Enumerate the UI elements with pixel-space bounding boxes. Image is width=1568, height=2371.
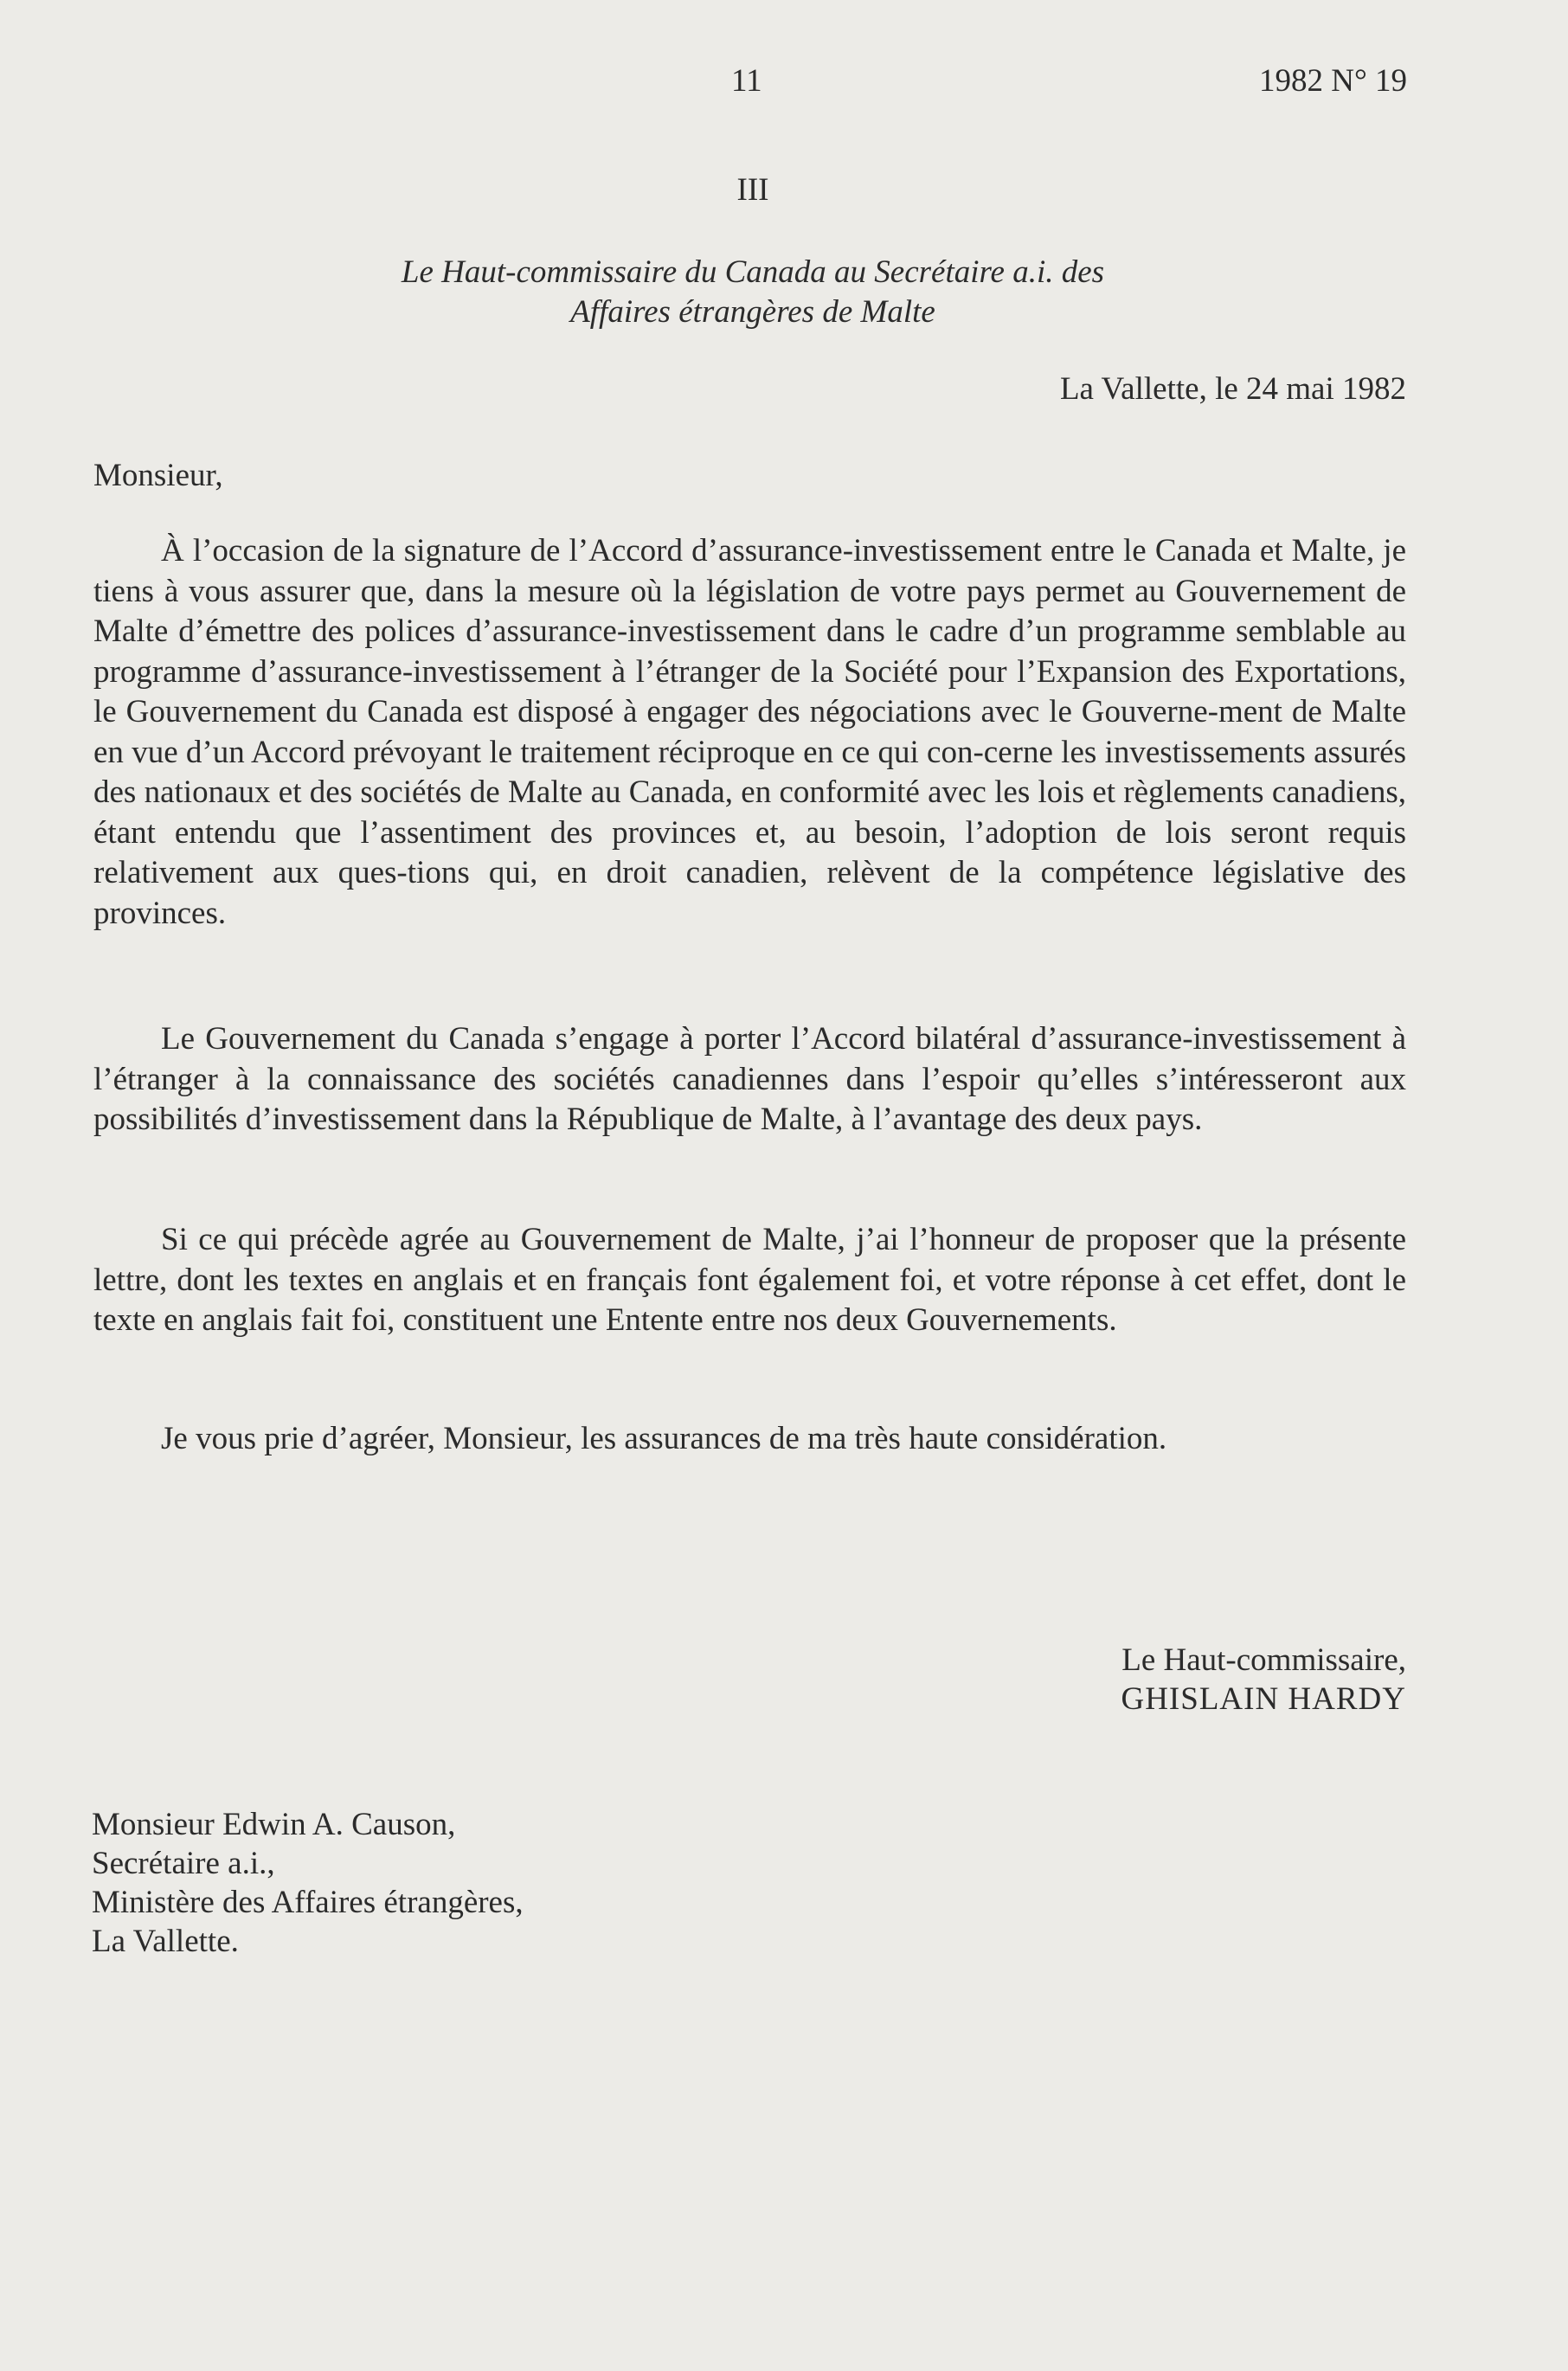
- page-number: 11: [731, 63, 762, 99]
- paragraph-3: Si ce qui précède agrée au Gouvernement de Malte, j’ai l’honneur de proposer que la présente lettre, dont les textes en anglais et en français font également foi, et votre réponse à cet effet, dont le texte en anglais fait foi, constituent une Entente entre nos deux Gouvernements.: [93, 1222, 1406, 1338]
- recipient-line-2: Secrétaire a.i.,: [92, 1846, 275, 1881]
- publication-number: 1982 N° 19: [1258, 63, 1407, 99]
- paragraph-1: À l’occasion de la signature de l’Accord d’assurance-investissement entre le Canada et Malte, je tiens à vous assurer que, dans la mesure où la législation de votre pays permet au Gouvernement de Malte d’émettre des polices d’assurance-investissement dans le cadre d’un programme semblable au programme d’assurance-investissement à l’étranger de la Société pour l’Expansion des Exportations, le Gouvernement du Canada est disposé à engager des négociations avec le Gouverne-ment de Malte en vue d’un Accord prévoyant le traitement réciproque en ce qui con-cerne les investissements assurés des nationaux et des sociétés de Malte au Canada, en conformité avec les lois et règlements canadiens, étant entendu que l’assentiment des provinces et, au besoin, l’adoption de lois seront requis relativement aux ques-tions qui, en droit canadien, relèvent de la compétence législative des provinces.: [93, 533, 1406, 931]
- recipient-line-4: La Vallette.: [92, 1924, 239, 1959]
- recipient-address: [92, 1805, 524, 1961]
- letter-heading-line-2: Affaires étrangères de Malte: [570, 294, 935, 330]
- paragraph-2: Le Gouvernement du Canada s’engage à porter l’Accord bilatéral d’assurance-investissement à l’étranger à la connaissance des sociétés canadiennes dans l’espoir qu’elles s’intéresseront aux possibilités d’investissement dans la République de Malte, à l’avantage des deux pays.: [93, 1021, 1406, 1137]
- salutation: Monsieur,: [93, 458, 223, 493]
- signature-block: [1121, 1641, 1406, 1719]
- recipient-line-3: Ministère des Affaires étrangères,: [92, 1885, 524, 1920]
- paragraph-4: Je vous prie d’agréer, Monsieur, les assurances de ma très haute considération.: [161, 1421, 1167, 1456]
- signer-title: Le Haut-commissaire,: [1121, 1642, 1406, 1678]
- letter-heading: [0, 253, 1506, 332]
- signer-name: GHISLAIN HARDY: [1121, 1681, 1406, 1717]
- section-number: III: [736, 172, 769, 208]
- recipient-line-1: Monsieur Edwin A. Causon,: [92, 1807, 456, 1842]
- letter-heading-line-1: Le Haut-commissaire du Canada au Secrétaire a.i. des: [401, 254, 1105, 290]
- place-date: La Vallette, le 24 mai 1982: [1059, 371, 1406, 407]
